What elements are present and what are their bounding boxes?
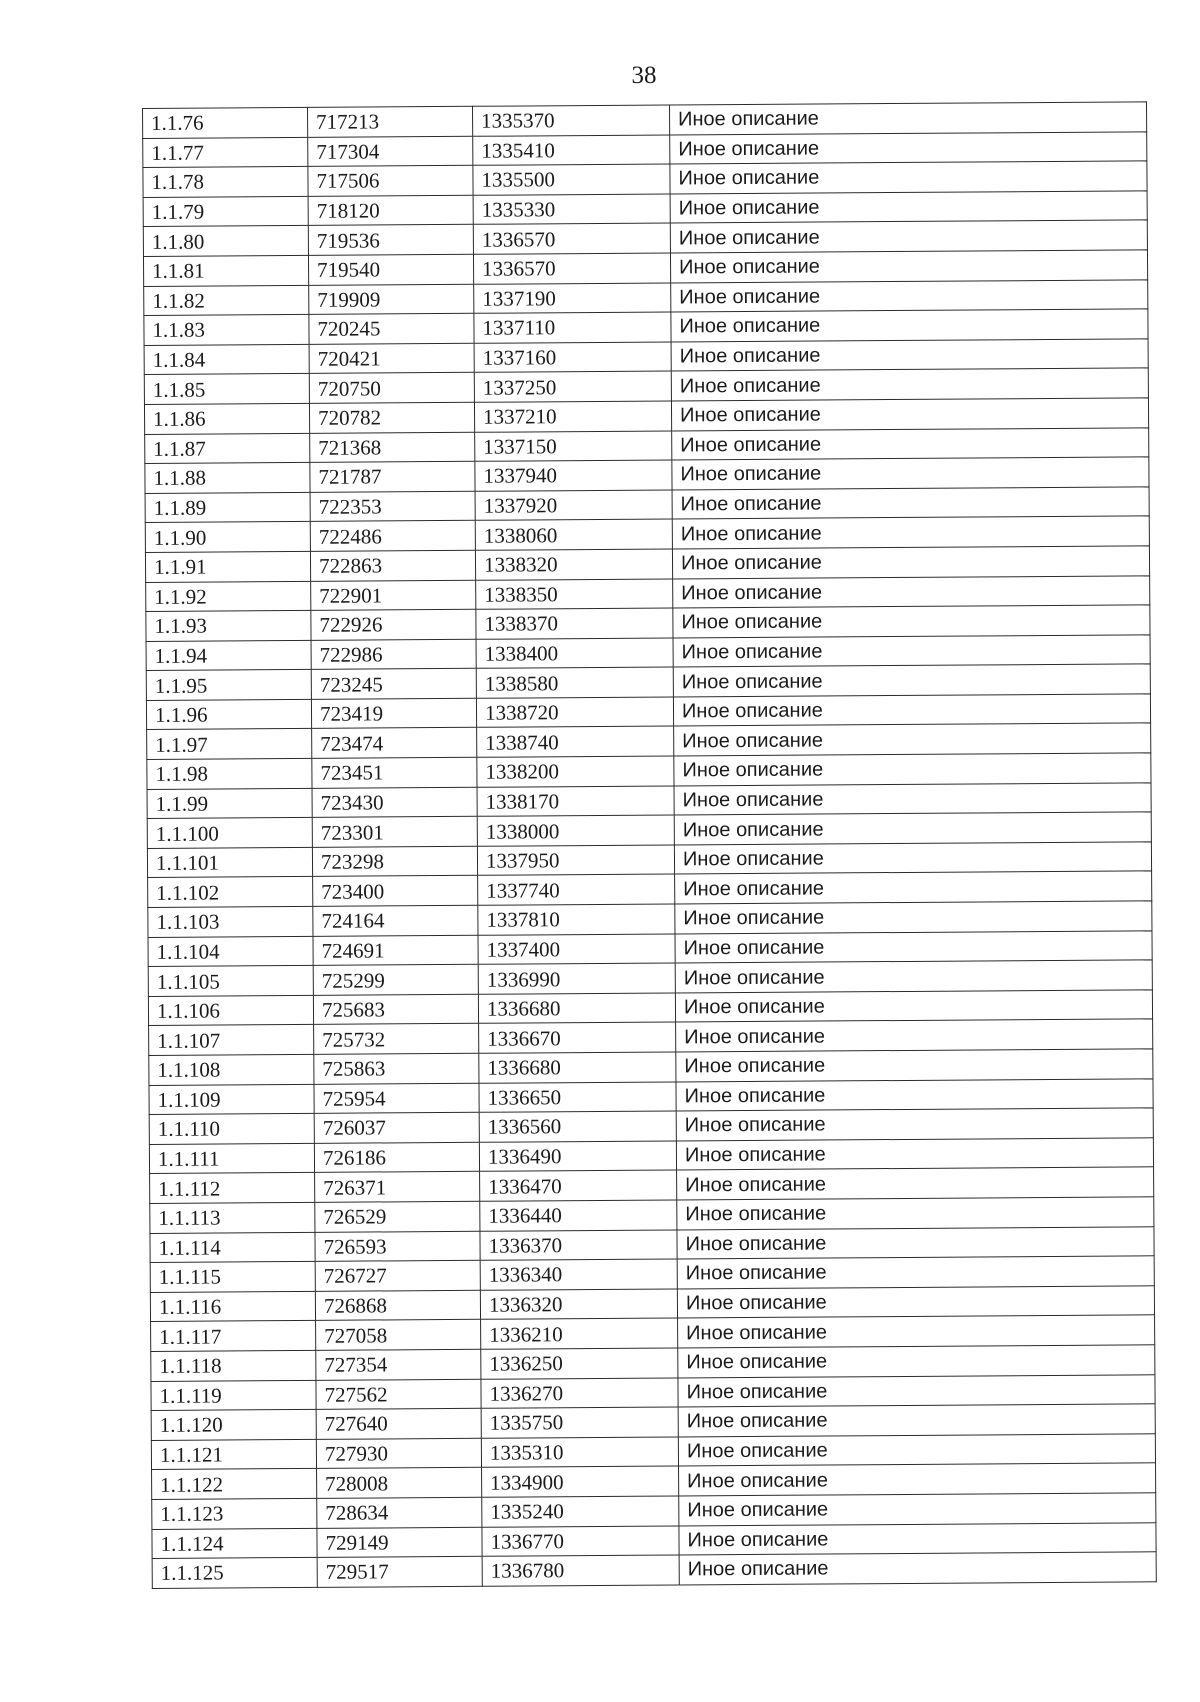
x-coordinate-cell: 723419 bbox=[311, 698, 476, 729]
point-number-cell: 1.1.125 bbox=[152, 1557, 317, 1588]
point-number-cell: 1.1.114 bbox=[150, 1232, 315, 1263]
point-number-cell: 1.1.112 bbox=[150, 1173, 315, 1204]
y-coordinate-cell: 1336770 bbox=[482, 1525, 679, 1556]
x-coordinate-cell: 720782 bbox=[309, 402, 474, 433]
point-number-cell: 1.1.86 bbox=[144, 403, 309, 434]
x-coordinate-cell: 719909 bbox=[309, 284, 474, 315]
x-coordinate-cell: 719540 bbox=[308, 254, 473, 285]
y-coordinate-cell: 1337110 bbox=[474, 312, 671, 343]
y-coordinate-cell: 1337160 bbox=[474, 342, 671, 373]
y-coordinate-cell: 1338200 bbox=[477, 756, 674, 787]
description-cell: Иное описание bbox=[672, 516, 1149, 549]
x-coordinate-cell: 726529 bbox=[315, 1201, 480, 1232]
y-coordinate-cell: 1337950 bbox=[477, 845, 674, 876]
coordinates-table-wrapper bbox=[142, 101, 1157, 1588]
x-coordinate-cell: 718120 bbox=[308, 195, 473, 226]
point-number-cell: 1.1.95 bbox=[146, 670, 311, 701]
x-coordinate-cell: 727640 bbox=[316, 1408, 481, 1439]
description-cell: Иное описание bbox=[676, 1138, 1153, 1171]
x-coordinate-cell: 722986 bbox=[311, 639, 476, 670]
y-coordinate-cell: 1338000 bbox=[477, 815, 674, 846]
description-cell: Иное описание bbox=[674, 753, 1151, 786]
point-number-cell: 1.1.94 bbox=[146, 640, 311, 671]
point-number-cell: 1.1.101 bbox=[147, 847, 312, 878]
y-coordinate-cell: 1336570 bbox=[473, 223, 670, 254]
x-coordinate-cell: 722863 bbox=[310, 550, 475, 581]
y-coordinate-cell: 1334900 bbox=[482, 1466, 679, 1497]
description-cell: Иное описание bbox=[672, 546, 1149, 579]
description-cell: Иное описание bbox=[671, 398, 1148, 431]
y-coordinate-cell: 1336680 bbox=[479, 1052, 676, 1083]
description-cell: Иное описание bbox=[675, 871, 1152, 904]
description-cell: Иное описание bbox=[674, 812, 1151, 845]
description-cell: Иное описание bbox=[675, 901, 1152, 934]
x-coordinate-cell: 723301 bbox=[312, 817, 477, 848]
x-coordinate-cell: 727930 bbox=[316, 1438, 481, 1469]
x-coordinate-cell: 727354 bbox=[316, 1349, 481, 1380]
description-cell: Иное описание bbox=[670, 250, 1147, 283]
y-coordinate-cell: 1336490 bbox=[479, 1141, 676, 1172]
description-cell: Иное описание bbox=[679, 1493, 1156, 1526]
description-cell: Иное описание bbox=[674, 842, 1151, 875]
y-coordinate-cell: 1337400 bbox=[478, 934, 675, 965]
x-coordinate-cell: 726727 bbox=[315, 1260, 480, 1291]
description-cell: Иное описание bbox=[677, 1286, 1154, 1319]
x-coordinate-cell: 726186 bbox=[314, 1142, 479, 1173]
description-cell: Иное описание bbox=[675, 960, 1152, 993]
description-cell: Иное описание bbox=[679, 1522, 1156, 1555]
x-coordinate-cell: 729517 bbox=[317, 1556, 482, 1587]
point-number-cell: 1.1.107 bbox=[149, 1025, 314, 1056]
description-cell: Иное описание bbox=[678, 1374, 1155, 1407]
description-cell: Иное описание bbox=[671, 309, 1148, 342]
point-number-cell: 1.1.120 bbox=[151, 1409, 316, 1440]
description-cell: Иное описание bbox=[671, 368, 1148, 401]
y-coordinate-cell: 1336560 bbox=[479, 1111, 676, 1142]
description-cell: Иное описание bbox=[677, 1167, 1154, 1200]
description-cell: Иное описание bbox=[674, 782, 1151, 815]
x-coordinate-cell: 722486 bbox=[310, 521, 475, 552]
description-cell: Иное описание bbox=[672, 427, 1149, 460]
x-coordinate-cell: 725732 bbox=[314, 1024, 479, 1055]
description-cell: Иное описание bbox=[678, 1345, 1155, 1378]
point-number-cell: 1.1.119 bbox=[151, 1380, 316, 1411]
x-coordinate-cell: 726037 bbox=[314, 1112, 479, 1143]
point-number-cell: 1.1.91 bbox=[145, 551, 310, 582]
description-cell: Иное описание bbox=[674, 723, 1151, 756]
description-cell: Иное описание bbox=[675, 930, 1152, 963]
description-cell: Иное описание bbox=[669, 102, 1146, 135]
x-coordinate-cell: 725299 bbox=[313, 965, 478, 996]
x-coordinate-cell: 723451 bbox=[312, 757, 477, 788]
point-number-cell: 1.1.89 bbox=[145, 492, 310, 523]
description-cell: Иное описание bbox=[671, 339, 1148, 372]
y-coordinate-cell: 1337940 bbox=[475, 460, 672, 491]
x-coordinate-cell: 723400 bbox=[313, 876, 478, 907]
y-coordinate-cell: 1335500 bbox=[473, 164, 670, 195]
description-cell: Иное описание bbox=[676, 1078, 1153, 1111]
y-coordinate-cell: 1336210 bbox=[481, 1318, 678, 1349]
point-number-cell: 1.1.100 bbox=[147, 818, 312, 849]
y-coordinate-cell: 1338060 bbox=[475, 519, 672, 550]
y-coordinate-cell: 1338170 bbox=[477, 786, 674, 817]
y-coordinate-cell: 1335330 bbox=[473, 194, 670, 225]
description-cell: Иное описание bbox=[673, 635, 1150, 668]
point-number-cell: 1.1.123 bbox=[152, 1498, 317, 1529]
y-coordinate-cell: 1337740 bbox=[478, 874, 675, 905]
coordinates-table-body bbox=[143, 102, 1157, 1588]
point-number-cell: 1.1.110 bbox=[149, 1114, 314, 1145]
y-coordinate-cell: 1338720 bbox=[476, 697, 673, 728]
x-coordinate-cell: 726371 bbox=[315, 1172, 480, 1203]
point-number-cell: 1.1.84 bbox=[144, 344, 309, 375]
description-cell: Иное описание bbox=[679, 1552, 1156, 1585]
description-cell: Иное описание bbox=[677, 1256, 1154, 1289]
point-number-cell: 1.1.81 bbox=[143, 255, 308, 286]
y-coordinate-cell: 1336250 bbox=[481, 1348, 678, 1379]
point-number-cell: 1.1.93 bbox=[146, 610, 311, 641]
point-number-cell: 1.1.103 bbox=[148, 906, 313, 937]
y-coordinate-cell: 1338370 bbox=[476, 608, 673, 639]
y-coordinate-cell: 1336320 bbox=[480, 1289, 677, 1320]
y-coordinate-cell: 1336470 bbox=[480, 1170, 677, 1201]
y-coordinate-cell: 1336780 bbox=[482, 1555, 679, 1586]
description-cell: Иное описание bbox=[673, 575, 1150, 608]
description-cell: Иное описание bbox=[677, 1226, 1154, 1259]
y-coordinate-cell: 1338580 bbox=[476, 667, 673, 698]
y-coordinate-cell: 1336670 bbox=[479, 1022, 676, 1053]
x-coordinate-cell: 722926 bbox=[311, 609, 476, 640]
y-coordinate-cell: 1336440 bbox=[480, 1200, 677, 1231]
page-number: 38 bbox=[631, 62, 657, 89]
x-coordinate-cell: 721368 bbox=[310, 432, 475, 463]
point-number-cell: 1.1.102 bbox=[148, 877, 313, 908]
x-coordinate-cell: 725954 bbox=[314, 1083, 479, 1114]
point-number-cell: 1.1.108 bbox=[149, 1054, 314, 1085]
y-coordinate-cell: 1336340 bbox=[480, 1259, 677, 1290]
point-number-cell: 1.1.79 bbox=[143, 196, 308, 227]
description-cell: Иное описание bbox=[675, 990, 1152, 1023]
x-coordinate-cell: 720421 bbox=[309, 343, 474, 374]
y-coordinate-cell: 1336370 bbox=[480, 1230, 677, 1261]
description-cell: Иное описание bbox=[672, 487, 1149, 520]
x-coordinate-cell: 729149 bbox=[317, 1527, 482, 1558]
point-number-cell: 1.1.97 bbox=[147, 729, 312, 760]
point-number-cell: 1.1.92 bbox=[146, 581, 311, 612]
point-number-cell: 1.1.116 bbox=[150, 1291, 315, 1322]
x-coordinate-cell: 723245 bbox=[311, 669, 476, 700]
y-coordinate-cell: 1337920 bbox=[475, 490, 672, 521]
point-number-cell: 1.1.98 bbox=[147, 758, 312, 789]
y-coordinate-cell: 1337210 bbox=[474, 401, 671, 432]
x-coordinate-cell: 726868 bbox=[315, 1290, 480, 1321]
point-number-cell: 1.1.122 bbox=[152, 1469, 317, 1500]
description-cell: Иное описание bbox=[672, 457, 1149, 490]
point-number-cell: 1.1.115 bbox=[150, 1262, 315, 1293]
table-row bbox=[152, 1552, 1156, 1588]
y-coordinate-cell: 1336650 bbox=[479, 1082, 676, 1113]
y-coordinate-cell: 1336270 bbox=[481, 1378, 678, 1409]
y-coordinate-cell: 1338320 bbox=[475, 549, 672, 580]
description-cell: Иное описание bbox=[678, 1315, 1155, 1348]
description-cell: Иное описание bbox=[670, 191, 1147, 224]
x-coordinate-cell: 725863 bbox=[314, 1053, 479, 1084]
y-coordinate-cell: 1338350 bbox=[476, 578, 673, 609]
x-coordinate-cell: 723430 bbox=[312, 787, 477, 818]
y-coordinate-cell: 1335370 bbox=[472, 105, 669, 136]
x-coordinate-cell: 727562 bbox=[316, 1379, 481, 1410]
y-coordinate-cell: 1336680 bbox=[478, 993, 675, 1024]
x-coordinate-cell: 727058 bbox=[316, 1320, 481, 1351]
y-coordinate-cell: 1337250 bbox=[474, 371, 671, 402]
y-coordinate-cell: 1338740 bbox=[477, 726, 674, 757]
description-cell: Иное описание bbox=[673, 605, 1150, 638]
description-cell: Иное описание bbox=[677, 1197, 1154, 1230]
point-number-cell: 1.1.87 bbox=[145, 433, 310, 464]
description-cell: Иное описание bbox=[678, 1404, 1155, 1437]
point-number-cell: 1.1.76 bbox=[143, 107, 308, 138]
y-coordinate-cell: 1337190 bbox=[474, 283, 671, 314]
point-number-cell: 1.1.77 bbox=[143, 137, 308, 168]
point-number-cell: 1.1.78 bbox=[143, 167, 308, 198]
y-coordinate-cell: 1335310 bbox=[481, 1437, 678, 1468]
x-coordinate-cell: 725683 bbox=[313, 994, 478, 1025]
y-coordinate-cell: 1338400 bbox=[476, 638, 673, 669]
point-number-cell: 1.1.80 bbox=[143, 226, 308, 257]
description-cell: Иное описание bbox=[670, 131, 1147, 164]
point-number-cell: 1.1.96 bbox=[146, 699, 311, 730]
point-number-cell: 1.1.111 bbox=[149, 1143, 314, 1174]
point-number-cell: 1.1.109 bbox=[149, 1084, 314, 1115]
x-coordinate-cell: 728008 bbox=[317, 1468, 482, 1499]
point-number-cell: 1.1.106 bbox=[148, 995, 313, 1026]
x-coordinate-cell: 721787 bbox=[310, 461, 475, 492]
x-coordinate-cell: 717506 bbox=[308, 165, 473, 196]
y-coordinate-cell: 1335240 bbox=[482, 1496, 679, 1527]
x-coordinate-cell: 726593 bbox=[315, 1231, 480, 1262]
x-coordinate-cell: 723298 bbox=[312, 846, 477, 877]
x-coordinate-cell: 728634 bbox=[317, 1497, 482, 1528]
x-coordinate-cell: 722901 bbox=[311, 580, 476, 611]
description-cell: Иное описание bbox=[671, 279, 1148, 312]
point-number-cell: 1.1.113 bbox=[150, 1202, 315, 1233]
y-coordinate-cell: 1337810 bbox=[478, 904, 675, 935]
point-number-cell: 1.1.117 bbox=[151, 1321, 316, 1352]
y-coordinate-cell: 1335410 bbox=[473, 135, 670, 166]
point-number-cell: 1.1.104 bbox=[148, 936, 313, 967]
point-number-cell: 1.1.82 bbox=[144, 285, 309, 316]
x-coordinate-cell: 717304 bbox=[308, 136, 473, 167]
y-coordinate-cell: 1336570 bbox=[473, 253, 670, 284]
point-number-cell: 1.1.88 bbox=[145, 463, 310, 494]
y-coordinate-cell: 1337150 bbox=[475, 431, 672, 462]
x-coordinate-cell: 719536 bbox=[308, 225, 473, 256]
description-cell: Иное описание bbox=[676, 1108, 1153, 1141]
y-coordinate-cell: 1335750 bbox=[481, 1407, 678, 1438]
description-cell: Иное описание bbox=[678, 1434, 1155, 1467]
x-coordinate-cell: 720245 bbox=[309, 313, 474, 344]
description-cell: Иное описание bbox=[679, 1463, 1156, 1496]
point-number-cell: 1.1.124 bbox=[152, 1528, 317, 1559]
point-number-cell: 1.1.105 bbox=[148, 966, 313, 997]
point-number-cell: 1.1.83 bbox=[144, 315, 309, 346]
point-number-cell: 1.1.99 bbox=[147, 788, 312, 819]
point-number-cell: 1.1.85 bbox=[144, 374, 309, 405]
point-number-cell: 1.1.118 bbox=[151, 1350, 316, 1381]
x-coordinate-cell: 724164 bbox=[313, 905, 478, 936]
description-cell: Иное описание bbox=[673, 664, 1150, 697]
description-cell: Иное описание bbox=[670, 220, 1147, 253]
x-coordinate-cell: 722353 bbox=[310, 491, 475, 522]
point-number-cell: 1.1.121 bbox=[151, 1439, 316, 1470]
x-coordinate-cell: 717213 bbox=[307, 106, 472, 137]
coordinates-table bbox=[142, 101, 1157, 1588]
y-coordinate-cell: 1336990 bbox=[478, 963, 675, 994]
description-cell: Иное описание bbox=[676, 1049, 1153, 1082]
x-coordinate-cell: 723474 bbox=[312, 728, 477, 759]
x-coordinate-cell: 724691 bbox=[313, 935, 478, 966]
description-cell: Иное описание bbox=[676, 1019, 1153, 1052]
description-cell: Иное описание bbox=[670, 161, 1147, 194]
point-number-cell: 1.1.90 bbox=[145, 522, 310, 553]
x-coordinate-cell: 720750 bbox=[309, 373, 474, 404]
description-cell: Иное описание bbox=[673, 694, 1150, 727]
